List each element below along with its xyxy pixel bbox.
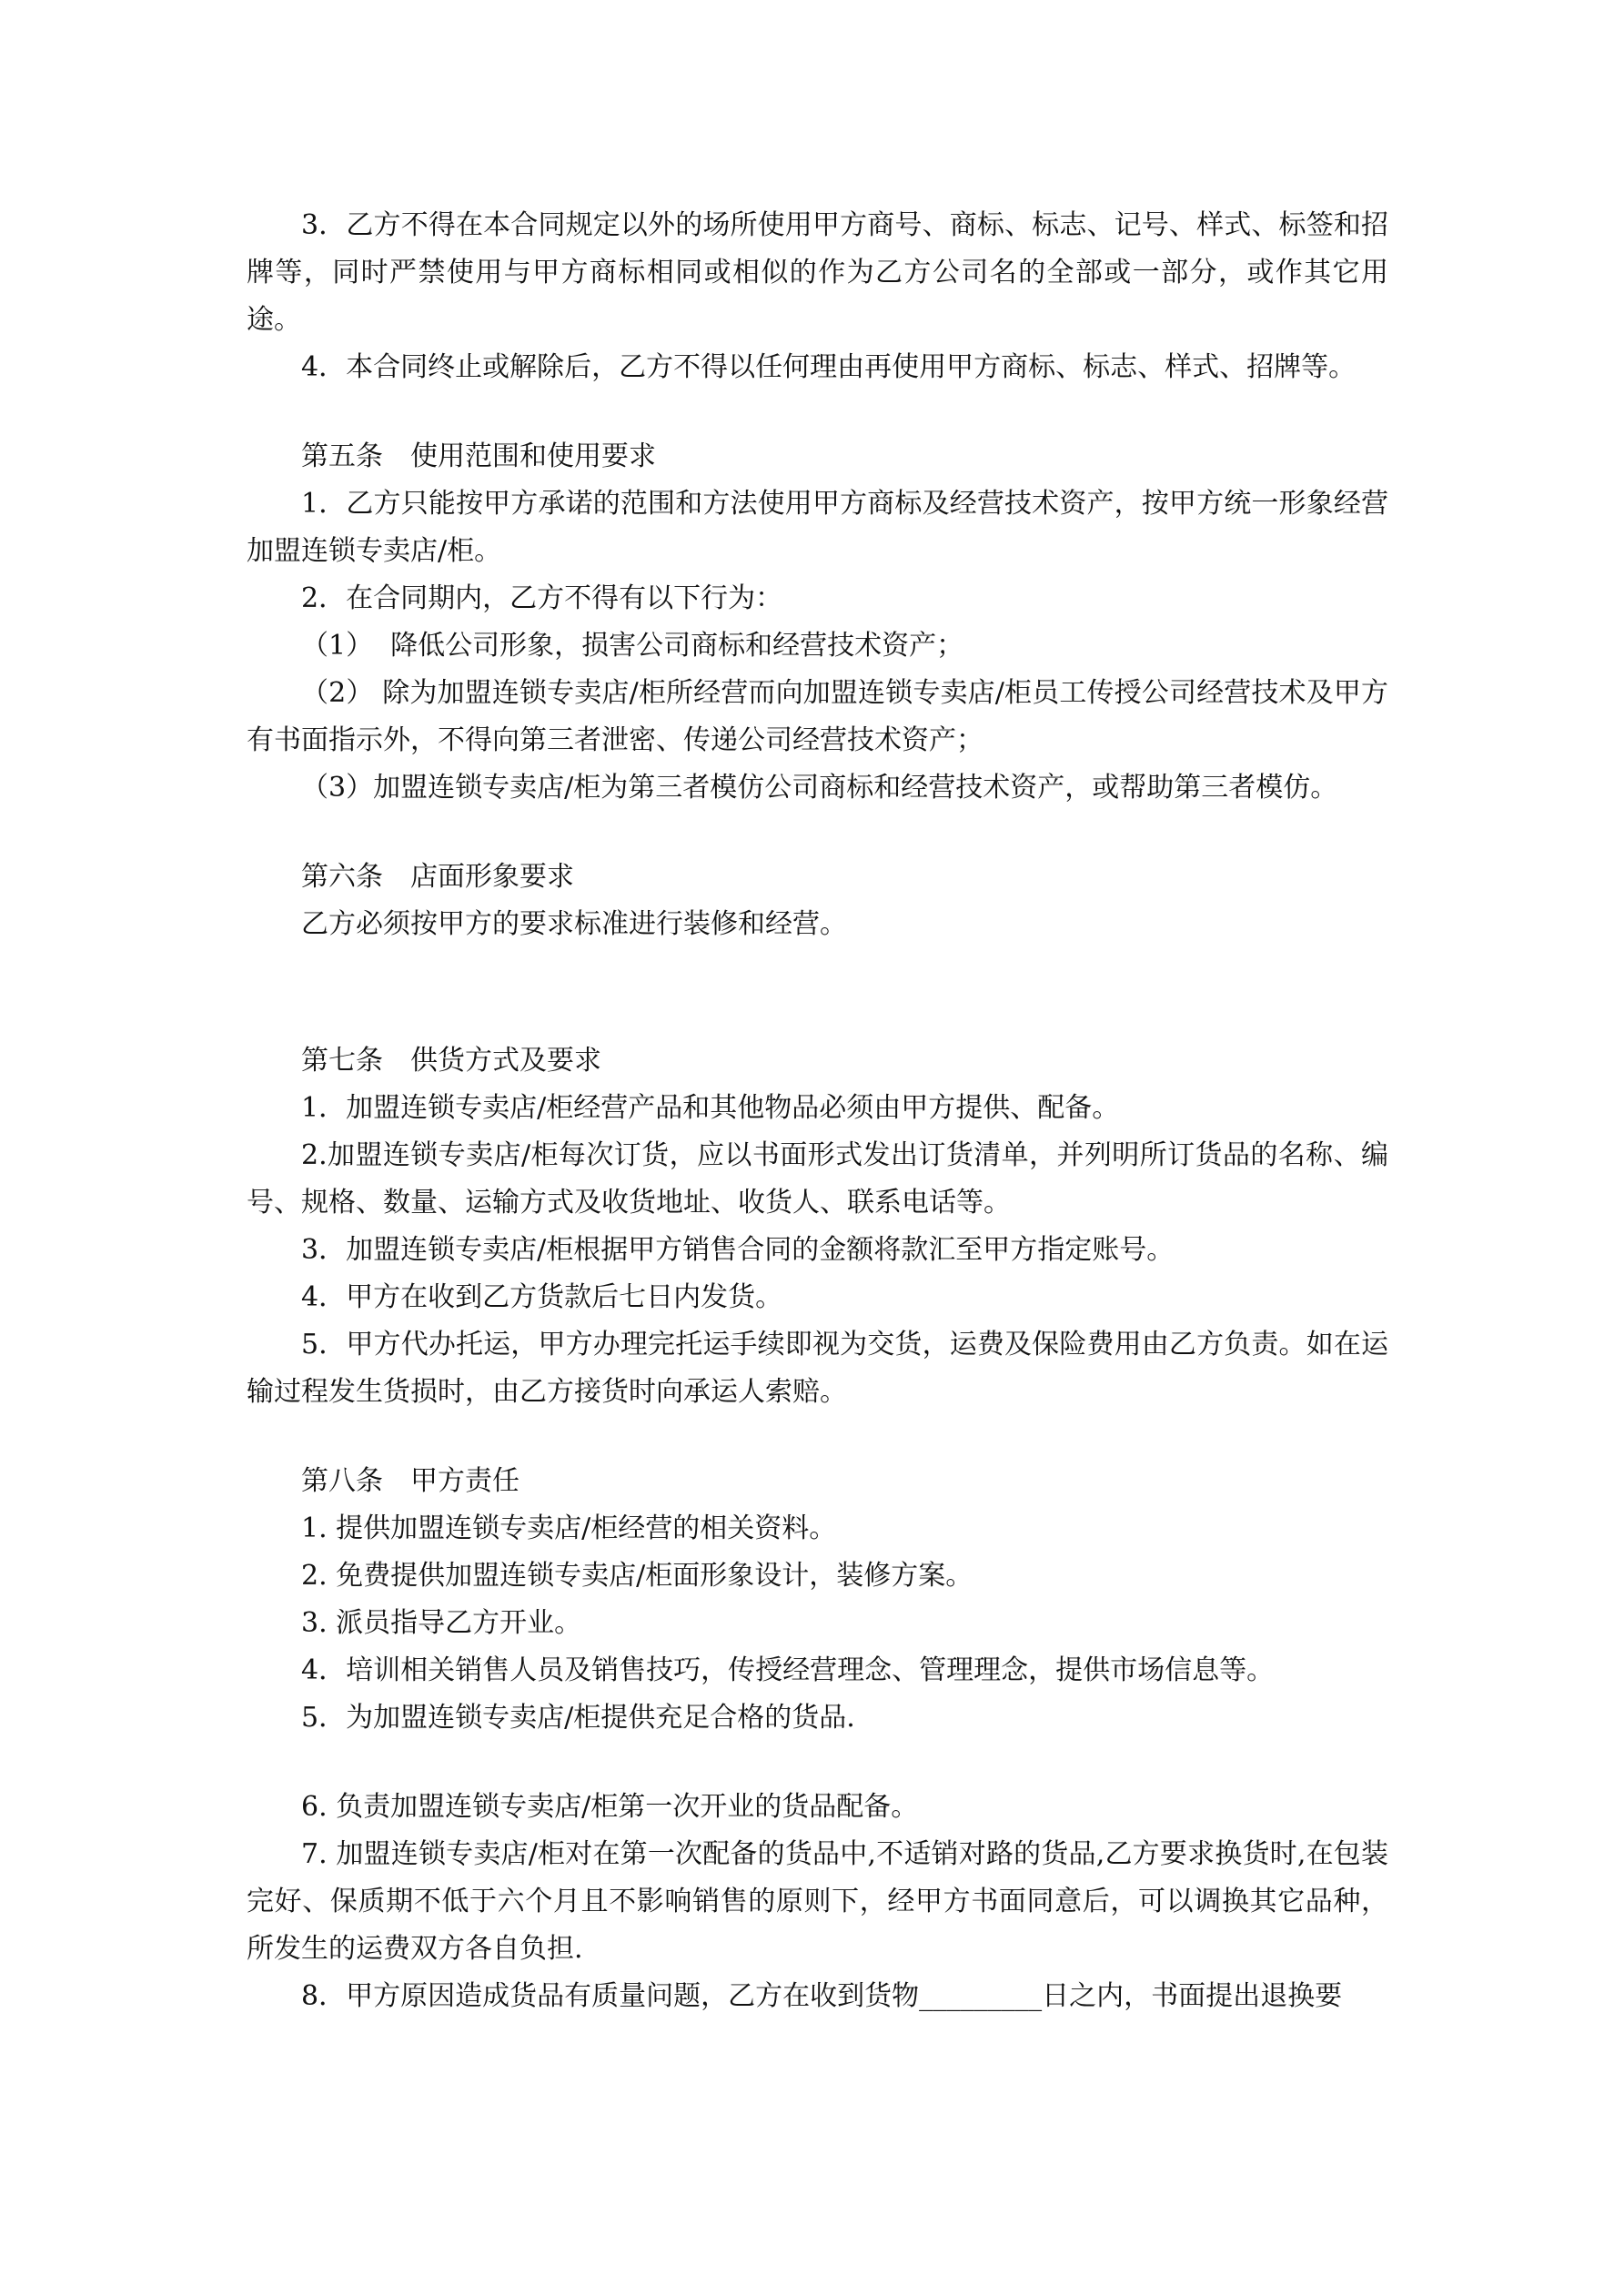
spacer xyxy=(247,1742,1388,1784)
clause-4-item-4: 4．本合同终止或解除后，乙方不得以任何理由再使用甲方商标、标志、样式、招牌等。 xyxy=(301,351,1357,383)
document-page xyxy=(247,202,1388,2020)
article-5-item-2: 2．在合同期内，乙方不得有以下行为： xyxy=(301,582,783,614)
article-8-item-8: 8．甲方原因造成货品有质量问题，乙方在收到货物_________日之内，书面提出退换要 xyxy=(301,1980,1343,2012)
article-8-item-2: 2. 免费提供加盟连锁专卖店/柜面形象设计，装修方案。 xyxy=(301,1560,973,1592)
article-8-item-3: 3. 派员指导乙方开业。 xyxy=(301,1607,582,1639)
article-7-item-5: 5．甲方代办托运，甲方办理完托运手续即视为交货，运费及保险费用由乙方负责。如在运输过程发生货损时，由乙方接货时向承运人索赔。 xyxy=(247,1329,1388,1408)
article-8-item-7: 7. 加盟连锁专卖店/柜对在第一次配备的货品中,不适销对路的货品,乙方要求换货时,在包装完好、保质期不低于六个月且不影响销售的原则下，经甲方书面同意后，可以调换其它品种，所发生的运费双方各自负担. xyxy=(247,1838,1388,1965)
article-5-sub-3: （3）加盟连锁专卖店/柜为第三者模仿公司商标和经营技术资产，或帮助第三者模仿。 xyxy=(301,772,1338,804)
article-8-item-5: 5．为加盟连锁专卖店/柜提供充足合格的货品. xyxy=(301,1702,855,1734)
article-7-item-4: 4．甲方在收到乙方货款后七日内发货。 xyxy=(301,1281,783,1313)
article-7-item-1: 1．加盟连锁专卖店/柜经营产品和其他物品必须由甲方提供、配备。 xyxy=(301,1092,1120,1124)
article-5-sub-2: （2） 除为加盟连锁专卖店/柜所经营而向加盟连锁专卖店/柜员工传授公司经营技术及甲方有书面指示外，不得向第三者泄密、传递公司经营技术资产； xyxy=(247,677,1388,756)
article-8-heading: 第八条 甲方责任 xyxy=(301,1465,519,1497)
article-6-heading: 第六条 店面形象要求 xyxy=(301,861,574,893)
article-7-item-2: 2.加盟连锁专卖店/柜每次订货，应以书面形式发出订货清单，并列明所订货品的名称、编号、规格、数量、运输方式及收货地址、收货人、联系电话等。 xyxy=(247,1139,1388,1219)
spacer xyxy=(247,391,1388,433)
article-6-body: 乙方必须按甲方的要求标准进行装修和经营。 xyxy=(301,908,847,940)
article-8-item-6: 6. 负责加盟连锁专卖店/柜第一次开业的货品配备。 xyxy=(301,1791,919,1823)
spacer xyxy=(247,812,1388,854)
article-5-sub-1: （1） 降低公司形象，损害公司商标和经营技术资产； xyxy=(301,630,964,662)
spacer xyxy=(247,948,1388,1037)
clause-4-item-3: 3．乙方不得在本合同规定以外的场所使用甲方商号、商标、标志、记号、样式、标签和招牌等，同时严禁使用与甲方商标相同或相似的作为乙方公司名的全部或一部分，或作其它用途。 xyxy=(247,209,1388,336)
article-5-heading: 第五条 使用范围和使用要求 xyxy=(301,440,656,472)
article-8-item-1: 1. 提供加盟连锁专卖店/柜经营的相关资料。 xyxy=(301,1512,837,1544)
article-7-item-3: 3．加盟连锁专卖店/柜根据甲方销售合同的金额将款汇至甲方指定账号。 xyxy=(301,1234,1175,1266)
spacer xyxy=(247,1416,1388,1458)
article-5-item-1: 1．乙方只能按甲方承诺的范围和方法使用甲方商标及经营技术资产，按甲方统一形象经营加盟连锁专卖店/柜。 xyxy=(247,488,1388,567)
article-8-item-4: 4．培训相关销售人员及销售技巧，传授经营理念、管理理念，提供市场信息等。 xyxy=(301,1654,1275,1686)
article-7-heading: 第七条 供货方式及要求 xyxy=(301,1045,601,1077)
